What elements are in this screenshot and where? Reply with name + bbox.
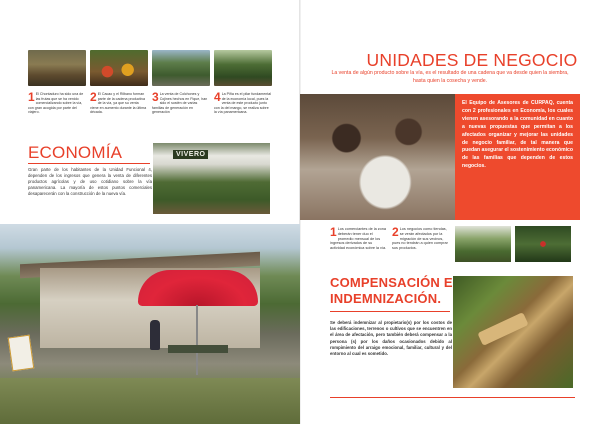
cacao-photo: [90, 50, 148, 86]
economia-text: Gran parte de los habitantes de la Unidad Funcional 4, dependen de los ingresos que genera la venta de diferentes productos agrícolas y de uso cotidiano sobre la vía panamericana. La mayoría de estos puntos comerciales desaparecerán con la construcción de la nueva vía.: [28, 167, 152, 196]
person-figure: [150, 320, 160, 350]
caption-number: 1: [330, 225, 337, 239]
grass-ground: [0, 378, 300, 424]
caption-text: La venta de Colchones y Cojines hechos en Fique, han sido el sostén de varias familias de generación en generación: [152, 92, 208, 115]
caption-3: [152, 92, 210, 115]
roadside-sign: [8, 335, 35, 372]
coffee-plant-thumbnail: [515, 226, 571, 262]
right-caption-1: [330, 227, 388, 251]
unidades-title: UNIDADES DE NEGOCIO: [366, 50, 578, 70]
caption-text: El Cacao y el Rilbano forman parte de la cadena productiva de la vía, ya que su venta viene en aumento durante la última década.: [90, 92, 147, 115]
caption-2: [90, 92, 148, 115]
pina-photo: [214, 50, 272, 86]
caption-text: Los negocios como tiendas, se verán afectados por la migración de sus vecinos, pues no tendrán a quien comprar sus productos.: [392, 227, 448, 251]
colchones-photo: [152, 50, 210, 86]
caption-number: 3: [152, 90, 159, 104]
economia-rule: [28, 163, 150, 164]
chontaduro-photo: [28, 50, 86, 86]
shop-thumbnail: [455, 226, 511, 262]
caption-number: 1: [28, 90, 35, 104]
caption-text: Los comerciantes de la zona deberán tener duo el promedio mensual de los ingresos derivados de su actividad económica sobre la vía.: [330, 227, 387, 251]
caption-text: La Piña es el pilar fundamental de la economía local, pues la venta de este producto junto con la del mango, se realiza sobre la vía panamericana.: [214, 92, 272, 115]
red-umbrella: [138, 270, 258, 306]
caption-text: El Chontaduro ha sido una de las frutas que se ha venido comercializando sobre la vía, con gran acogida por parte del viajero.: [28, 92, 84, 115]
vivero-sign: VIVERO: [173, 150, 208, 159]
compensacion-title: COMPENSACIÓN E INDEMNIZACIÓN.: [330, 275, 453, 306]
caption-number: 2: [392, 225, 399, 239]
bottom-rule: [330, 397, 575, 398]
umbrella-pole: [196, 305, 198, 375]
asesores-box: [455, 94, 580, 220]
compensacion-rule: [330, 311, 450, 312]
caption-1: [28, 92, 86, 115]
right-caption-2: [392, 227, 450, 251]
meeting-photo: [300, 94, 455, 220]
vivero-photo: [153, 143, 270, 214]
compensacion-text: Se deberá indemnizar al propietario(s) por los costos de las edificaciones, terrenos o cultivos que se encuentren en el área de afectación, pero también deberá compensar a la persona (s) por los daños ocasionados debido al rompimiento del arraigo emocional, familiar, cultural y del entorno al cual es sometido.: [330, 320, 452, 357]
caption-number: 4: [214, 90, 221, 104]
asesores-text: El Equipo de Asesores de CURPAQ, cuenta con 2 profesionales en Economía, los cuales vienen asesorando a la comunidad en cuanto a nuevas propuestas que permitan a los afectados organizar y mejorar las unidades de negocio familiar, de tal manera que puedan asegurar el sostenimiento económico de las familias que dependen de estos negocios.: [462, 100, 573, 170]
caption-4: [214, 92, 272, 115]
caption-number: 2: [90, 90, 97, 104]
shop-table: [168, 345, 228, 353]
economia-title: ECONOMÍA: [28, 143, 123, 162]
unidades-subtitle: La venta de algún producto sobre la vía, es el resultado de una cadena que va desde quien la siembra, hasta quien la cosecha y vende.: [331, 70, 569, 84]
